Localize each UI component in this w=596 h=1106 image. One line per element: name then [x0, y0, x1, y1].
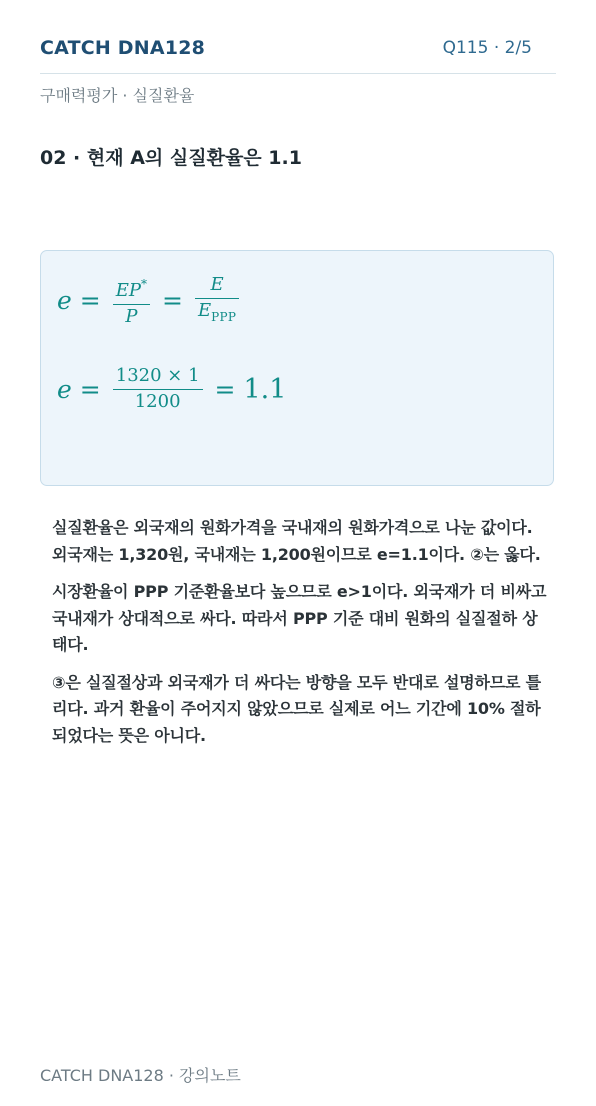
brand-title: CATCH DNA128	[40, 37, 206, 59]
fraction-ep-over-p	[113, 274, 150, 327]
equals-sign: =	[79, 374, 101, 404]
fraction-numerator: E	[210, 273, 224, 295]
denominator-subscript: PPP	[211, 309, 237, 324]
equals-sign: =	[79, 286, 101, 315]
explanation-paragraph: 실질환율은 외국재의 원화가격을 국내재의 원화가격으로 나눈 값이다. 외국재는 1,320원, 국내재는 1,200원이므로 e=1.1이다. ②는 옳다.	[52, 518, 541, 564]
superscript-star: *	[141, 277, 148, 291]
breadcrumb: 구매력평가 · 실질환율	[40, 86, 195, 105]
formula-result: 1.1	[243, 373, 287, 405]
fraction-bar	[113, 389, 203, 390]
fraction-denominator: P	[125, 306, 138, 327]
equals-sign: =	[214, 374, 236, 404]
formula-lhs: e	[57, 374, 72, 404]
fraction-calculation	[113, 366, 203, 412]
equals-sign: =	[162, 286, 183, 315]
page-title: 02 · 현재 A의 실질환율은 1.1	[40, 147, 302, 169]
header	[40, 36, 556, 74]
explanation-paragraph: ③은 실질절상과 외국재가 더 싸다는 방향을 모두 반대로 설명하므로 틀리다. 과거 환율이 주어지지 않았으므로 실제로 어느 기간에 10% 절하되었다는 뜻은 아니다.	[52, 672, 541, 745]
formula-calculation	[57, 366, 286, 412]
fraction-denominator: 1200	[134, 391, 181, 412]
denominator-base: E	[197, 299, 212, 321]
explanation-body	[52, 515, 552, 760]
fraction-e-over-eppp	[195, 275, 239, 327]
footer: CATCH DNA128 · 강의노트	[40, 1066, 241, 1085]
formula-box	[40, 250, 554, 486]
fraction-numerator: 1320 × 1	[115, 365, 200, 386]
formula-lhs: e	[57, 286, 72, 315]
fraction-bar	[195, 298, 239, 299]
explanation-paragraph: 시장환율이 PPP 기준환율보다 높으므로 e>1이다. 외국재가 더 비싸고 국내재가 상대적으로 싸다. 따라서 PPP 기준 대비 원화의 실질절하 상태다.	[52, 582, 547, 654]
question-number: Q115 · 2/5	[442, 38, 532, 58]
fraction-bar	[113, 304, 150, 305]
fraction-denominator	[195, 301, 239, 327]
formula-real-exchange-rate	[57, 274, 243, 327]
fraction-numerator: EP*	[115, 277, 148, 301]
